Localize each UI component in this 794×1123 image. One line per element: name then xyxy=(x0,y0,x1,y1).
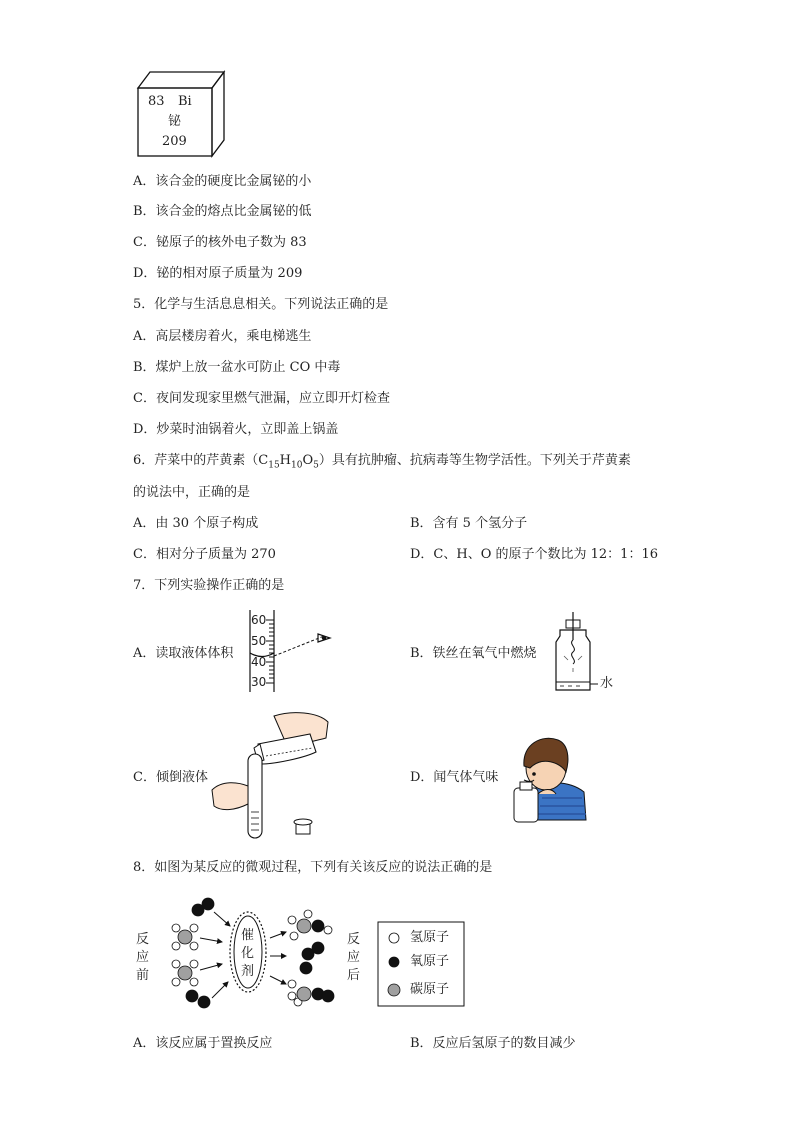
q6-stem: 6．芹菜中的芹黄素$(C_{15}H_{10}O_5)$具有抗肿瘤、抗病毒等生物学活性。下列关于芹黄素 xyxy=(133,453,631,471)
q4-option-a: A．该合金的硬度比金属铋的小 xyxy=(133,174,312,189)
reactant-o2-bottom xyxy=(186,990,210,1008)
smelling-gas-figure xyxy=(512,728,590,824)
catalyst-label-1: 催 xyxy=(241,928,255,943)
q6-option-d: D．C、H、O 的原子个数比为 12：1：16 xyxy=(410,547,658,562)
pouring-liquid-illustration xyxy=(208,708,332,842)
legend-hydrogen: 氢原子 xyxy=(410,930,450,945)
cylinder-tick-40: 40 xyxy=(251,655,267,669)
legend-oxygen: 氧原子 xyxy=(410,954,450,969)
iron-wire-burning-figure xyxy=(550,610,620,696)
after-label-2: 应 xyxy=(347,950,361,965)
element-mass: 209 xyxy=(162,134,187,149)
before-label-1: 反 xyxy=(136,932,150,947)
q7-option-c: C．倾倒液体 xyxy=(133,770,208,785)
catalyst-label-3: 剂 xyxy=(241,964,255,979)
water-label: 水 xyxy=(600,676,614,691)
reaction-diagram xyxy=(130,890,470,1020)
q6-option-c: C．相对分子质量为 270 xyxy=(133,547,276,562)
q8-option-a: A．该反应属于置换反应 xyxy=(133,1036,273,1051)
q5-option-a: A．高层楼房着火，乘电梯逃生 xyxy=(133,329,312,344)
q4-option-b: B．该合金的熔点比金属铋的低 xyxy=(133,204,312,219)
cylinder-reading-figure xyxy=(246,608,346,696)
reactant-o2-top xyxy=(192,898,214,916)
after-label-3: 后 xyxy=(347,968,361,983)
reactant-ch4-top xyxy=(172,924,198,950)
q5-option-c: C．夜间发现家里燃气泄漏，应立即开灯检查 xyxy=(133,391,390,406)
element-symbol: Bi xyxy=(178,94,192,109)
legend-carbon: 碳原子 xyxy=(410,982,450,997)
boy-smelling-illustration xyxy=(512,728,590,824)
q7-option-b: B．铁丝在氧气中燃烧 xyxy=(410,646,537,661)
cylinder-tick-50: 50 xyxy=(251,634,267,648)
q7-stem: 7．下列实验操作正确的是 xyxy=(133,578,285,593)
q8-option-b: B．反应后氢原子的数目减少 xyxy=(410,1036,576,1051)
element-name: 铋 xyxy=(168,114,182,129)
product-h2o xyxy=(300,942,324,974)
q4-option-d: D．铋的相对原子质量为 209 xyxy=(133,266,303,281)
pouring-liquid-figure xyxy=(208,708,332,842)
cylinder-tick-60: 60 xyxy=(251,613,267,627)
catalyst-label-2: 化 xyxy=(241,946,255,961)
q5-option-d: D．炒菜时油锅着火，立即盖上锅盖 xyxy=(133,422,339,437)
q5-option-b: B．煤炉上放一盆水可防止 CO 中毒 xyxy=(133,360,341,375)
q4-option-c: C．铋原子的核外电子数为 83 xyxy=(133,235,307,250)
before-label-2: 应 xyxy=(136,950,150,965)
q6-stem-line2: 的说法中，正确的是 xyxy=(133,485,251,500)
element-number: 83 xyxy=(148,94,165,109)
q7-option-a: A．读取液体体积 xyxy=(133,646,234,661)
q5-stem: 5．化学与生活息息相关。下列说法正确的是 xyxy=(133,297,389,312)
after-label-1: 反 xyxy=(347,932,361,947)
q6-option-b: B．含有 5 个氢分子 xyxy=(410,516,528,531)
before-label-3: 前 xyxy=(136,968,150,983)
product-ch3oh-top xyxy=(288,910,332,940)
q6-option-a: A．由 30 个原子构成 xyxy=(133,516,259,531)
q7-option-d: D．闻气体气味 xyxy=(410,770,499,785)
q8-stem: 8．如图为某反应的微观过程，下列有关该反应的说法正确的是 xyxy=(133,860,493,875)
element-box-figure xyxy=(130,68,230,158)
reactant-ch4-bottom xyxy=(172,960,198,986)
cylinder-tick-30: 30 xyxy=(251,675,267,689)
product-ch3oh-bottom xyxy=(288,980,334,1006)
